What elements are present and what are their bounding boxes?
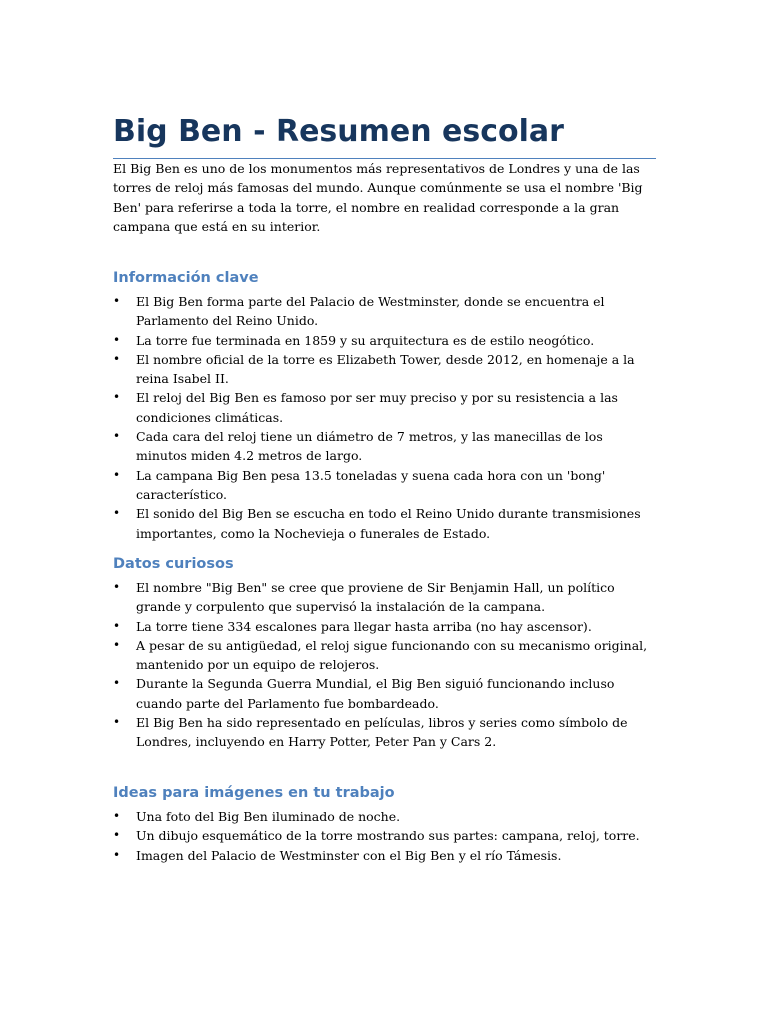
list-item	[113, 466, 656, 505]
list-item-text: El nombre oficial de la torre es Elizabeth Tower, desde 2012, en homenaje a la reina Isabel II.	[136, 351, 635, 387]
list-item	[113, 674, 656, 713]
bullet-icon: •	[113, 637, 121, 652]
list-item	[113, 578, 656, 617]
list-item	[113, 388, 656, 427]
section-heading-ideas-imagenes: Ideas para imágenes en tu trabajo	[113, 785, 395, 801]
list-item-text: A pesar de su antigüedad, el reloj sigue funcionando con su mecanismo original, mantenido por un equipo de relojeros.	[136, 637, 648, 673]
list-item	[113, 846, 656, 865]
list-item	[113, 292, 656, 331]
bullet-icon: •	[113, 294, 121, 308]
bullet-icon: •	[113, 676, 121, 691]
bullet-list-informacion-clave	[113, 292, 656, 543]
list-item-text: La campana Big Ben pesa 13.5 toneladas y suena cada hora con un 'bong' característico.	[136, 467, 606, 502]
list-item	[113, 427, 656, 466]
document-title: Big Ben - Resumen escolar	[113, 112, 656, 159]
bullet-list-ideas-imagenes	[113, 807, 656, 865]
list-item-text: Una foto del Big Ben iluminado de noche.	[136, 809, 401, 824]
bullet-icon: •	[113, 467, 121, 482]
list-item	[113, 331, 656, 350]
intro-paragraph: El Big Ben es uno de los monumentos más representativos de Londres y una de las torres de reloj más famosas del mundo. Aunque comúnmente se usa el nombre 'Big Ben' para referirse a toda la torre, el nombre en realidad corresponde a la gran campana que está en su interior.	[113, 161, 643, 234]
bullet-icon: •	[113, 809, 121, 823]
bullet-icon: •	[113, 580, 121, 594]
list-item-text: Durante la Segunda Guerra Mundial, el Big Ben siguió funcionando incluso cuando parte del Parlamento fue bombardeado.	[136, 676, 615, 711]
bullet-icon: •	[113, 332, 121, 347]
list-item-text: Imagen del Palacio de Westminster con el Big Ben y el río Támesis.	[136, 847, 562, 863]
list-item-text: La torre fue terminada en 1859 y su arquitectura es de estilo neogótico.	[136, 332, 595, 348]
list-item-text: Cada cara del reloj tiene un diámetro de 7 metros, y las manecillas de los minutos miden 4.2 metros de largo.	[136, 429, 603, 464]
list-item	[113, 504, 656, 543]
list-item-text: El reloj del Big Ben es famoso por ser muy preciso y por su resistencia a las condiciones climáticas.	[136, 390, 618, 425]
bullet-icon: •	[113, 390, 121, 405]
bullet-icon: •	[113, 506, 121, 521]
list-item-text: El sonido del Big Ben se escucha en todo el Reino Unido durante transmisiones importantes, como la Nochevieja o funerales de Estado.	[136, 506, 641, 541]
section-heading-informacion-clave: Información clave	[113, 270, 259, 286]
bullet-icon: •	[113, 429, 121, 444]
list-item	[113, 807, 656, 826]
bullet-icon: •	[113, 351, 121, 366]
list-item	[113, 636, 656, 675]
section-heading-datos-curiosos: Datos curiosos	[113, 556, 234, 572]
list-item-text: El nombre "Big Ben" se cree que proviene de Sir Benjamin Hall, un político grande y corpulento que supervisó la instalación de la campana.	[136, 580, 615, 615]
list-item-text: La torre tiene 334 escalones para llegar hasta arriba (no hay ascensor).	[136, 618, 592, 634]
bullet-icon: •	[113, 618, 121, 633]
list-item-text: El Big Ben forma parte del Palacio de Westminster, donde se encuentra el Parlamento del Reino Unido.	[136, 294, 605, 329]
bullet-icon: •	[113, 715, 121, 730]
bullet-icon: •	[113, 847, 121, 862]
list-item-text: Un dibujo esquemático de la torre mostrando sus partes: campana, reloj, torre.	[136, 828, 640, 844]
list-item	[113, 350, 656, 389]
bullet-list-datos-curiosos	[113, 578, 656, 752]
list-item	[113, 826, 656, 845]
list-item	[113, 617, 656, 636]
list-item	[113, 713, 656, 752]
bullet-icon: •	[113, 828, 121, 843]
list-item-text: El Big Ben ha sido representado en películas, libros y series como símbolo de Londres, incluyendo en Harry Potter, Peter Pan y Cars 2.	[136, 715, 628, 750]
